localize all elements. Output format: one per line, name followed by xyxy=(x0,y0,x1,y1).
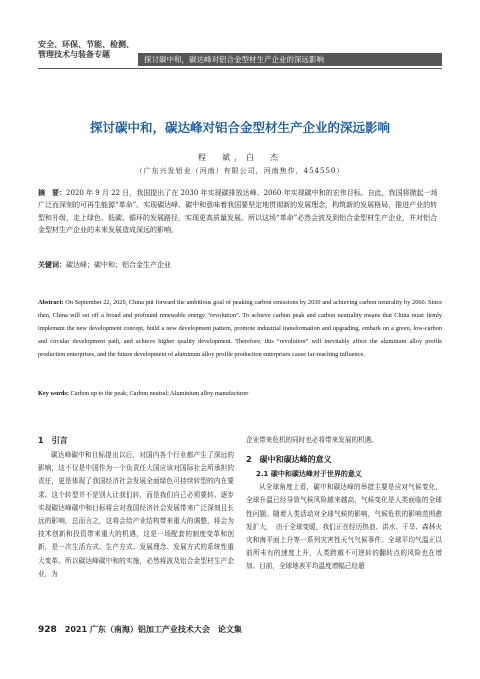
abstract-en-label: Abstract: xyxy=(38,299,64,306)
abstract-zh-label: 摘 要： xyxy=(38,189,66,197)
journal-name-line2: 管理技术与装备专题 xyxy=(38,50,110,59)
section-1-text: 碳达峰碳中和目标提出以后，对国内各个行业都产生了深远的影响，这不仅是中国作为一个负责任大国应该对国际社会所承担的责任，更是体现了我国经济社会发展全面绿色可持续转型的内在要求。这个转型并不是别人让我们转，而是我们自己必须要转。逐步实现碳达峰碳中和目标将会对我国经济社会发展带来广泛深刻且长远的影响，总而言之，这将会给产业结构带来重大的调整，将会为技术创新和投资带来重大的机遇，这是一场配套的制度变革和创新，是一次生活方式、生产方式、发展理念、发展方式的系统性重大变革。所以碳达峰碳中和的实施，必然将波及铝合金型材生产企业，为 xyxy=(38,451,234,578)
keywords-en-label: Key words: xyxy=(38,390,69,397)
section-1-heading: 1 引言 xyxy=(38,436,68,445)
paper-title: 探讨碳中和，碳达峰对铝合金型材生产企业的深远影响 xyxy=(89,120,390,135)
journal-name xyxy=(38,40,134,60)
header-rule xyxy=(38,68,442,69)
running-title: 探讨碳中和，碳达峰对铝合金型材生产企业的深远影响 xyxy=(138,53,442,66)
keywords-zh-text: 碳达峰；碳中和；铝合金生产企业 xyxy=(66,261,171,269)
page-footer xyxy=(38,624,442,635)
keywords-en xyxy=(38,388,442,399)
keywords-en-text: Carbon up to the peak; Carbon neutral; Aluminium alloy manufacturer xyxy=(70,390,249,397)
abstract-en-text: On September 22, 2020, China put forward the ambitious goal of peaking carbon emissions by 2030 and achieving carbon neutrality by 2060. Since then, China will set off a broad and profound renewable energy “revolution”. To achieve carbon peak and carbon neutrality means that China must firmly implement the new development concept, build a new development pattern, promote industrial transformation and upgrading, embark on a green, low-carbon and circular development path, and achieve higher quality development. Therefore, this “revolution” will inevitably affect the aluminum alloy profile production enterprises, and the future development of aluminum alloy profile production enterprises cause far-reaching influence. xyxy=(38,299,442,359)
authors: 程 斌，白 杰 xyxy=(198,153,282,162)
abstract-en xyxy=(38,296,442,361)
journal-header xyxy=(38,40,442,66)
abstract-zh-text: 2020 年 9 月 22 日，我国提出了在 2030 年实现碳排放达峰、2060 年实现碳中和的宏伟目标。自此，我国将掀起一场广泛而深刻的可再生能源“革命”。实现碳达峰、碳中和意味着我国要坚定地贯彻新的发展理念，构筑新的发展格局，推进产业的转型和升级，走上绿色、低碳、循环的发展路径，实现更高质量发展。所以这场“革命”必然会波及到铝合金型材生产企业，并对铝合金型材生产企业的未来发展造成深远的影响。 xyxy=(38,189,438,234)
affiliation: （广东兴发铝业（河南）有限公司，河南焦作，454550） xyxy=(135,167,345,175)
section-2-heading: 2 碳中和碳达峰的意义 xyxy=(246,455,332,465)
section-1-continuation: 企业带来危机的同时也必将带来发展的机遇。 xyxy=(246,436,378,444)
keywords-zh xyxy=(38,260,442,271)
journal-name-line1: 安全、环保、节能、检测、 xyxy=(38,40,134,49)
page-number: 928 xyxy=(38,625,57,635)
conference-name: 2021 广东（南海）铝加工产业技术大会 论文集 xyxy=(64,625,242,634)
section-2-1-heading: 2.1 碳中和碳达峰对于世界的意义 xyxy=(256,470,362,479)
section-2-1-text: 从全球角度上看，碳中和碳达峰的举措主要是应对气候变化，全球升温已经导致气候风险越来越高，气候变化是人类面临的全球性问题。随着人类活动对全球气候的影响，气候危机的影响范围愈发扩大， 由于全球变暖，我们正在经历热浪、洪水、干旱、森林火灾和海平面上升等一系列灾害性天气气候事件。全球平均气温正以前所未有的速度上升，人类跨越不可逆转的翻转点的风险也在增加。目前，全球地表平均温度增幅已经超 xyxy=(246,483,442,571)
right-column xyxy=(246,434,442,574)
abstract-zh xyxy=(38,187,442,236)
left-column xyxy=(38,434,234,581)
keywords-zh-label: 关键词： xyxy=(38,261,66,269)
